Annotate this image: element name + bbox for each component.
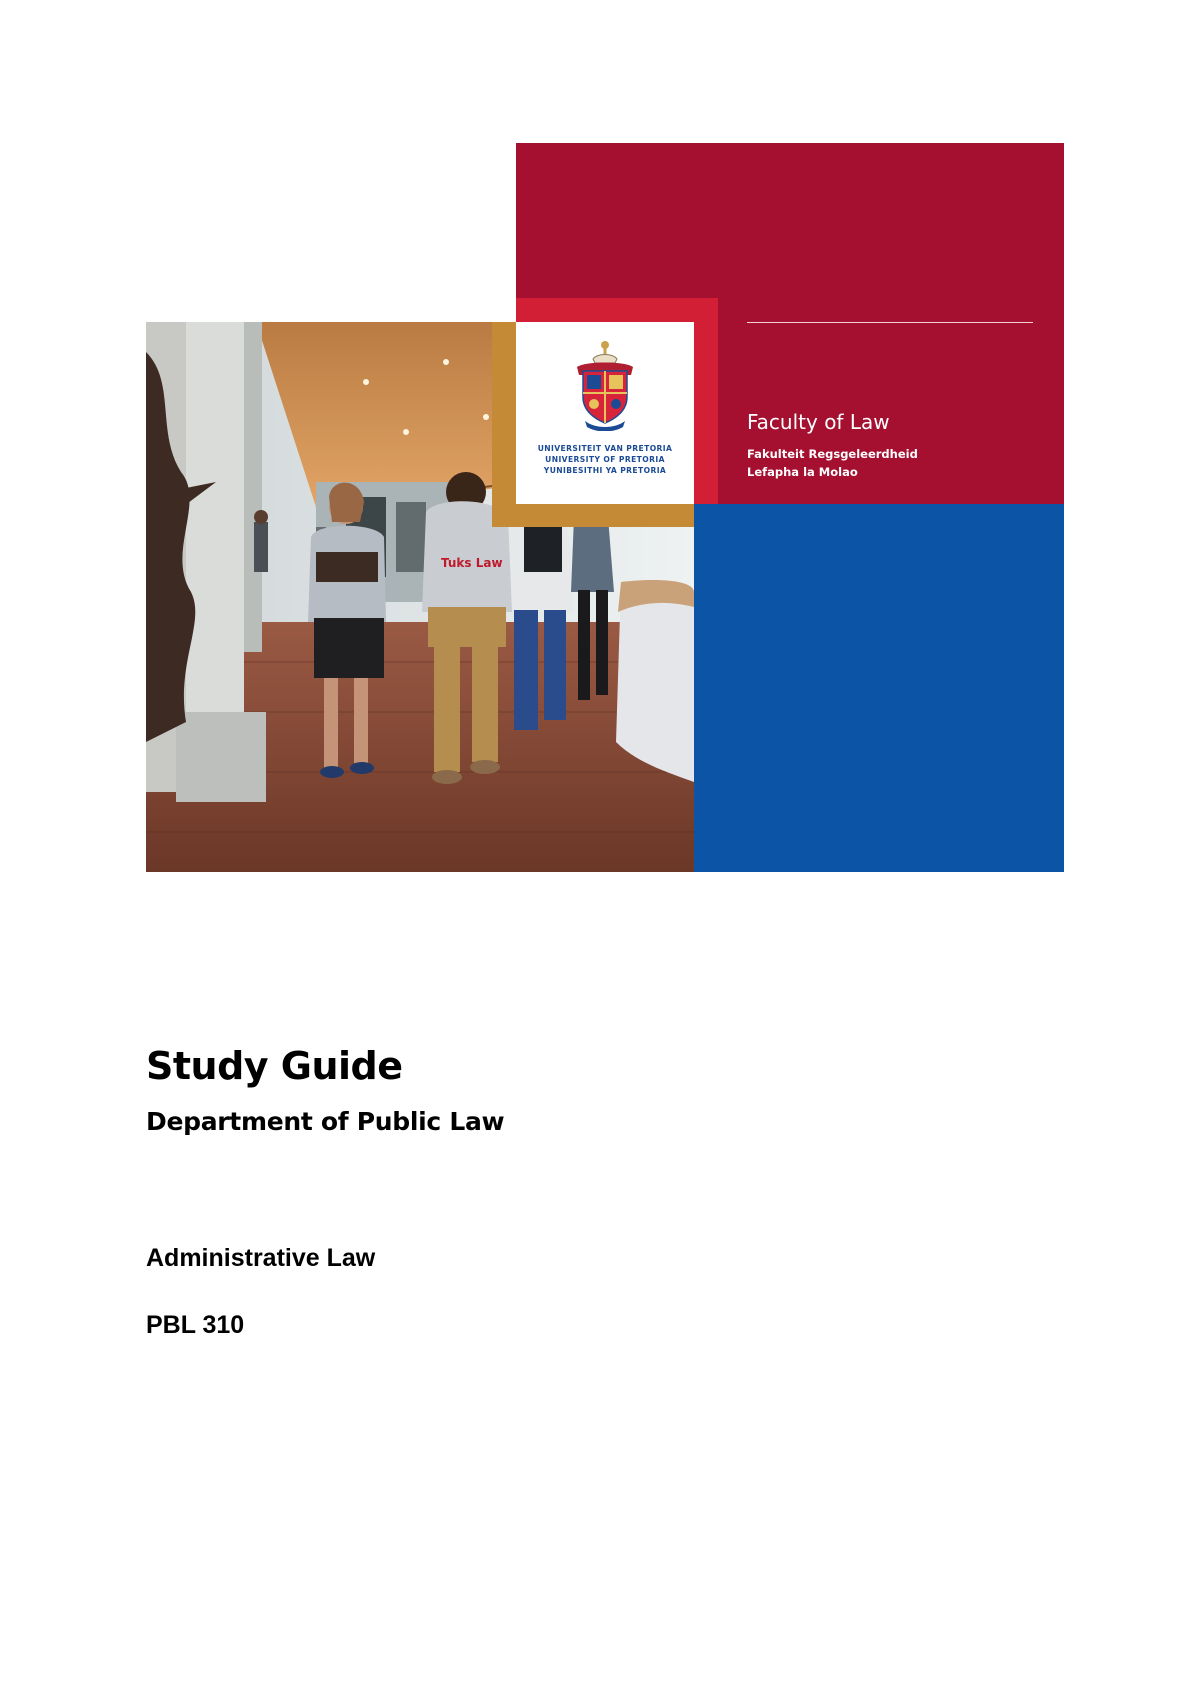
faculty-name-sepedi: Lefapha la Molao [747, 465, 858, 479]
university-crest-icon [571, 337, 639, 431]
banner-blue-block [694, 504, 1064, 872]
faculty-divider [747, 322, 1033, 323]
faculty-name-afrikaans: Fakulteit Regsgeleerdheid [747, 447, 918, 461]
university-name-afrikaans: UNIVERSITEIT VAN PRETORIA [537, 444, 673, 453]
document-title: Study Guide [146, 1044, 403, 1088]
course-code: PBL 310 [146, 1311, 245, 1339]
hoodie-text: Tuks Law [441, 556, 503, 570]
department-name: Department of Public Law [146, 1107, 505, 1136]
course-name: Administrative Law [146, 1244, 376, 1272]
faculty-title: Faculty of Law [747, 410, 890, 434]
university-name-english: UNIVERSITY OF PRETORIA [545, 455, 665, 464]
university-name-sepedi: YUNIBESITHI YA PRETORIA [543, 466, 667, 475]
